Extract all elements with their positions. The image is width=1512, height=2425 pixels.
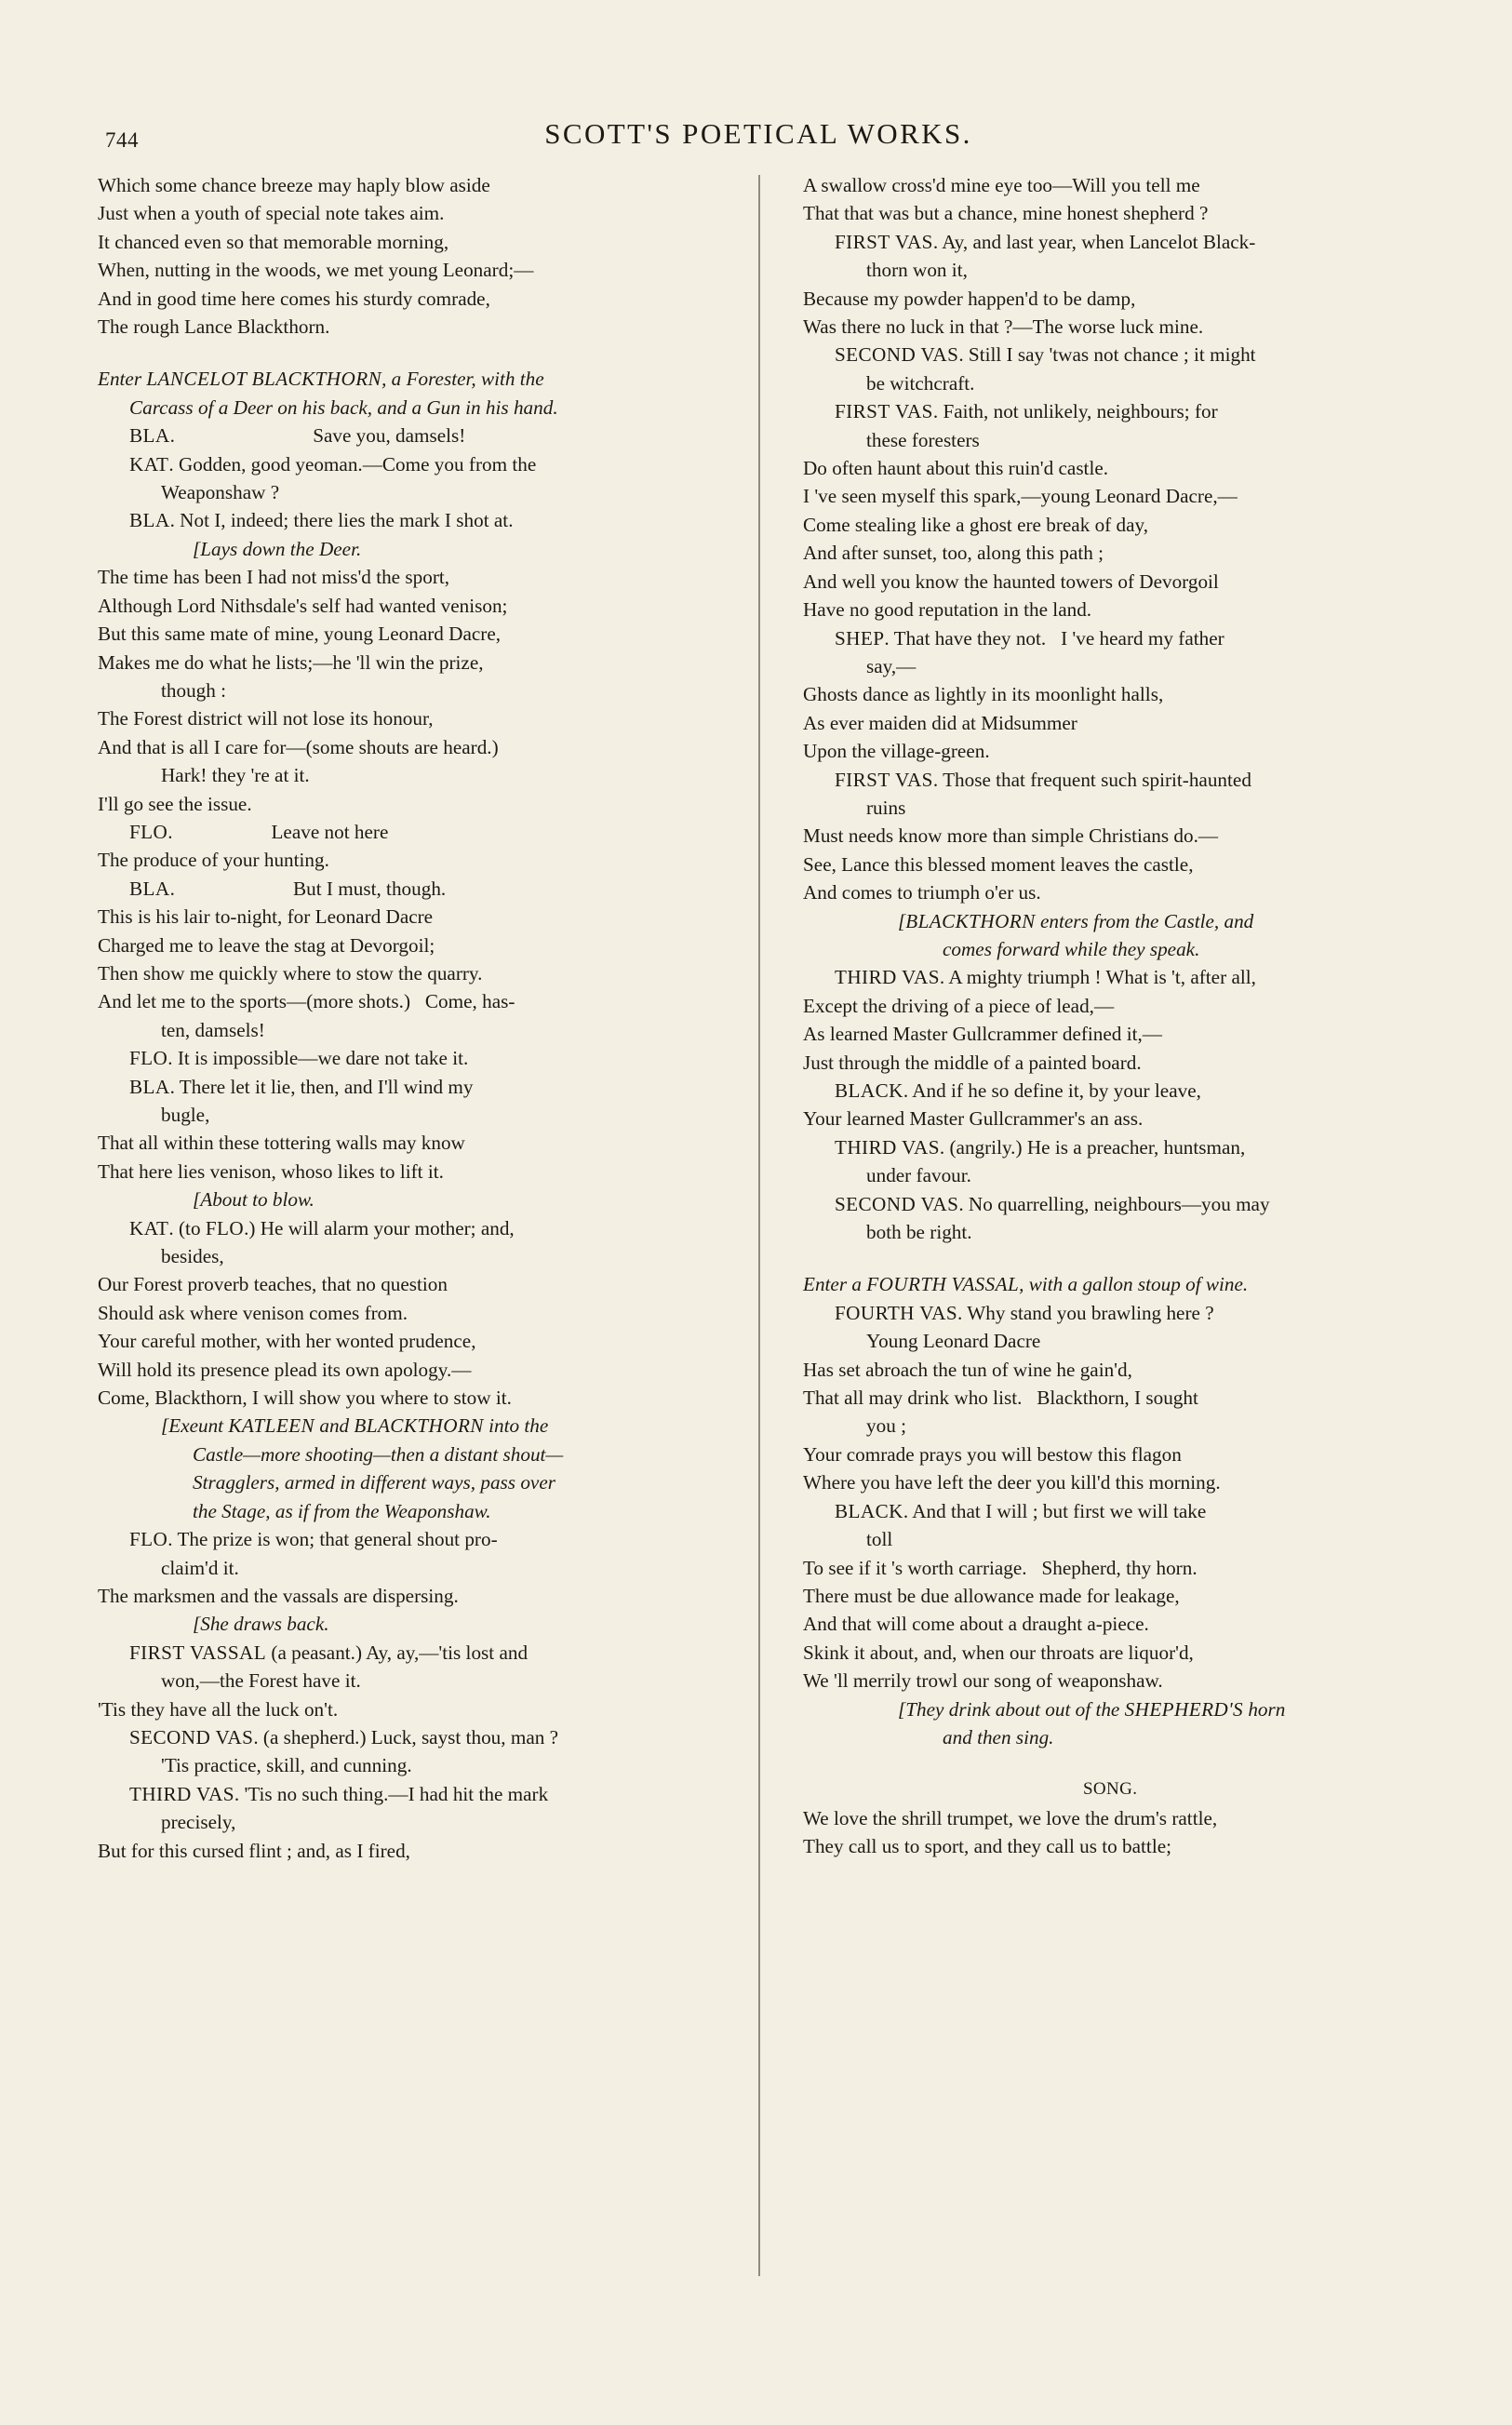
text-line: FIRST VAS. Faith, not unlikely, neighbours; for	[835, 400, 1218, 423]
text-line: besides,	[161, 1245, 224, 1268]
text-line: The time has been I had not miss'd the sport,	[98, 566, 450, 589]
text-line: you ;	[866, 1414, 906, 1438]
text-line: That all within these tottering walls may know	[98, 1132, 465, 1155]
text-line: BLACK. And if he so define it, by your leave,	[835, 1079, 1201, 1102]
text-line: Where you have left the deer you kill'd this morning.	[803, 1471, 1221, 1494]
text-line: We love the shrill trumpet, we love the drum's rattle,	[803, 1806, 1218, 1829]
text-line: As learned Master Gullcrammer defined it,—	[803, 1023, 1162, 1046]
text-line: But this same mate of mine, young Leonard Dacre,	[98, 623, 502, 646]
character-name: BLA	[129, 509, 170, 532]
character-name: THIRD	[129, 1782, 192, 1805]
text-line: BLA. Save you, damsels!	[129, 424, 466, 448]
stage-direction-line: [Exeunt KATLEEN and BLACKTHORN into the	[161, 1414, 549, 1438]
text-line: To see if it 's worth carriage. Shepherd, thy horn.	[803, 1556, 1198, 1579]
stage-direction-line: Enter LANCELOT BLACKTHORN, a Forester, with the	[98, 368, 544, 391]
character-name: BLACKTHORN	[905, 909, 1036, 932]
text-line: The Forest district will not lose its honour,	[98, 707, 434, 730]
text-line: BLA. Not I, indeed; there lies the mark I shot at.	[129, 509, 514, 532]
text-line: Although Lord Nithsdale's self had wanted venison;	[98, 594, 508, 617]
text-line: I'll go see the issue.	[98, 792, 252, 815]
character-name: VAS	[215, 1725, 254, 1748]
text-line: But for this cursed flint ; and, as I fired,	[98, 1839, 410, 1862]
text-line: See, Lance this blessed moment leaves the castle,	[803, 852, 1194, 876]
text-line: Was there no luck in that ?—The worse luck mine.	[803, 315, 1204, 339]
text-line: say,—	[866, 654, 917, 677]
text-line: Has set abroach the tun of wine he gain'd,	[803, 1358, 1132, 1381]
character-name: SECOND	[835, 1192, 917, 1215]
character-name: VAS	[895, 400, 933, 423]
text-line: Should ask where venison comes from.	[98, 1301, 408, 1324]
stage-direction-line: [BLACKTHORN enters from the Castle, and	[898, 909, 1254, 932]
song-heading: SONG.	[1082, 1779, 1140, 1800]
text-line: Have no good reputation in the land.	[803, 598, 1092, 622]
character-name: VASSAL	[951, 1273, 1020, 1296]
page-header	[98, 112, 1419, 166]
text-line: And well you know the haunted towers of Devorgoil	[803, 569, 1219, 593]
text-line: Come stealing like a ghost ere break of day,	[803, 513, 1149, 536]
character-name: FIRST	[129, 1641, 185, 1664]
text-line: be witchcraft.	[866, 371, 975, 395]
text-line: We 'll merrily trowl our song of weaponshaw.	[803, 1669, 1163, 1693]
character-name: THIRD	[835, 966, 897, 989]
text-line: SECOND VAS. No quarrelling, neighbours—you may	[835, 1192, 1270, 1215]
text-line: thorn won it,	[866, 259, 968, 282]
stage-direction-line: Stragglers, armed in different ways, pass over	[193, 1471, 555, 1494]
character-name: VAS	[895, 230, 933, 253]
text-line: And comes to triumph o'er us.	[803, 881, 1041, 904]
text-line: And that will come about a draught a-piece.	[803, 1613, 1149, 1636]
text-line: Come, Blackthorn, I will show you where to stow it.	[98, 1387, 512, 1410]
text-line: I 've seen myself this spark,—young Leonard Dacre,—	[803, 485, 1238, 508]
text-line: 'Tis they have all the luck on't.	[98, 1697, 339, 1721]
text-line: And let me to the sports—(more shots.) Come, has-	[98, 990, 515, 1013]
right-text-column	[803, 171, 1419, 1861]
text-line: Then show me quickly where to stow the quarry.	[98, 961, 483, 985]
character-name: VASSAL	[190, 1641, 267, 1664]
text-line: ruins	[866, 796, 906, 819]
text-line: KAT. (to FLO.) He will alarm your mother; and,	[129, 1216, 515, 1239]
stanza-gap	[803, 1751, 1419, 1775]
character-name: BLA	[129, 424, 170, 448]
text-line: these foresters	[866, 428, 980, 451]
character-name: FOURTH	[866, 1273, 947, 1296]
text-line: Young Leonard Dacre	[866, 1330, 1041, 1353]
character-name: LANCELOT	[146, 368, 248, 391]
character-name: BLACK	[835, 1079, 903, 1102]
character-name: BLACKTHORN	[354, 1414, 484, 1438]
text-line: Charged me to leave the stag at Devorgoil;	[98, 933, 435, 957]
text-line: Your careful mother, with her wonted prudence,	[98, 1330, 476, 1353]
character-name: KATLEEN	[228, 1414, 315, 1438]
stage-direction-line: comes forward while they speak.	[943, 937, 1200, 960]
text-line: That that was but a chance, mine honest shepherd ?	[803, 202, 1209, 225]
text-line: A swallow cross'd mine eye too—Will you tell me	[803, 174, 1200, 196]
text-line: won,—the Forest have it.	[161, 1669, 361, 1693]
text-line: Weaponshaw ?	[161, 481, 280, 504]
text-line: The marksmen and the vassals are dispersing.	[98, 1584, 459, 1607]
text-line: bugle,	[161, 1104, 210, 1126]
text-line: That all may drink who list. Blackthorn, I sought	[803, 1387, 1198, 1410]
text-line: 'Tis practice, skill, and cunning.	[161, 1754, 412, 1777]
text-line: FLO. Leave not here	[129, 820, 389, 843]
text-line: though :	[161, 678, 227, 702]
text-line: SHEP. That have they not. I 've heard my father	[835, 626, 1224, 650]
column-divider-rule	[758, 175, 760, 2276]
text-line: Makes me do what he lists;—he 'll win the prize,	[98, 650, 484, 674]
stage-direction-line: Enter a FOURTH VASSAL, with a gallon stoup of wine.	[803, 1273, 1249, 1296]
text-line: Just when a youth of special note takes aim.	[98, 202, 445, 225]
text-line: Ghosts dance as lightly in its moonlight halls,	[803, 683, 1164, 706]
character-name: VAS	[902, 1135, 940, 1159]
stanza-gap	[803, 1246, 1419, 1270]
character-name: FOURTH	[835, 1301, 915, 1324]
text-line: The rough Lance Blackthorn.	[98, 315, 330, 339]
text-line: It chanced even so that memorable morning,	[98, 230, 449, 253]
text-line: Will hold its presence plead its own apology.—	[98, 1358, 472, 1381]
character-name: FIRST	[835, 230, 890, 253]
stage-direction-line: Carcass of a Deer on his back, and a Gun in his hand.	[129, 395, 558, 419]
text-line: BLA. There let it lie, then, and I'll wind my	[129, 1075, 474, 1098]
text-line: As ever maiden did at Midsummer	[803, 711, 1077, 734]
text-line: BLACK. And that I will ; but first we will take	[835, 1499, 1207, 1522]
text-line: Our Forest proverb teaches, that no question	[98, 1273, 448, 1296]
text-line: FLO. It is impossible—we dare not take it.	[129, 1047, 469, 1070]
text-line: precisely,	[161, 1811, 236, 1834]
text-line: THIRD VAS. (angrily.) He is a preacher, huntsman,	[835, 1135, 1246, 1159]
character-name: THIRD	[835, 1135, 897, 1159]
text-line: FOURTH VAS. Why stand you brawling here ?	[835, 1301, 1214, 1324]
stage-direction-line: and then sing.	[943, 1725, 1054, 1748]
text-line: THIRD VAS. A mighty triumph ! What is 't, after all,	[835, 966, 1256, 989]
text-line: Just through the middle of a painted board.	[803, 1051, 1142, 1074]
character-name: VAS	[919, 1301, 958, 1324]
character-name: BLACK	[835, 1499, 903, 1522]
text-line: FIRST VAS. Ay, and last year, when Lancelot Black-	[835, 230, 1256, 253]
character-name: BLA	[129, 877, 170, 900]
text-line: There must be due allowance made for leakage,	[803, 1584, 1180, 1607]
text-line: BLA. But I must, though.	[129, 877, 447, 900]
character-name: FIRST	[835, 768, 890, 791]
text-line: Must needs know more than simple Christians do.—	[803, 824, 1219, 848]
character-name: SONG	[1082, 1779, 1133, 1800]
text-line: Hark! they 're at it.	[161, 764, 310, 787]
text-line: Which some chance breeze may haply blow aside	[98, 174, 490, 196]
stage-direction-line: [About to blow.	[193, 1188, 314, 1212]
text-line: And after sunset, too, along this path ;	[803, 542, 1104, 565]
text-line: That here lies venison, whoso likes to lift it.	[98, 1159, 444, 1183]
text-line: claim'd it.	[161, 1556, 239, 1579]
character-name: FLO	[129, 1047, 168, 1070]
character-name: FLO	[129, 820, 168, 843]
text-line: FLO. The prize is won; that general shout pro-	[129, 1528, 498, 1551]
text-line: This is his lair to-night, for Leonard Dacre	[98, 905, 434, 929]
stage-direction-line: [They drink about out of the SHEPHERD'S horn	[898, 1697, 1286, 1721]
character-name: SECOND	[835, 343, 917, 367]
text-line: Because my powder happen'd to be damp,	[803, 287, 1136, 310]
text-line: When, nutting in the woods, we met young Leonard;—	[98, 259, 534, 282]
text-columns	[98, 171, 1419, 2302]
text-line: both be right.	[866, 1221, 972, 1244]
text-line: THIRD VAS. 'Tis no such thing.—I had hit the mark	[129, 1782, 549, 1805]
stage-direction-line: the Stage, as if from the Weaponshaw.	[193, 1499, 491, 1522]
character-name: KAT	[129, 1216, 169, 1239]
text-line: And in good time here comes his sturdy comrade,	[98, 287, 490, 310]
character-name: SECOND	[129, 1725, 211, 1748]
character-name: SHEP	[835, 626, 885, 650]
stage-direction-line: [Lays down the Deer.	[193, 537, 362, 560]
text-line: Except the driving of a piece of lead,—	[803, 994, 1115, 1017]
page-number: 744	[105, 128, 139, 152]
stage-direction-line: Castle—more shooting—then a distant shout—	[193, 1442, 564, 1466]
text-line: And that is all I care for—(some shouts are heard.)	[98, 735, 499, 758]
character-name: VAS	[895, 768, 933, 791]
text-line: FIRST VASSAL (a peasant.) Ay, ay,—'tis lost and	[129, 1641, 529, 1664]
character-name: VAS	[920, 343, 959, 367]
text-line: They call us to sport, and they call us to battle;	[803, 1835, 1171, 1858]
text-line: ten, damsels!	[161, 1018, 265, 1041]
character-name: VAS	[920, 1192, 959, 1215]
text-line: FIRST VAS. Those that frequent such spirit-haunted	[835, 768, 1251, 791]
text-line: The produce of your hunting.	[98, 849, 329, 872]
left-text-column	[98, 171, 714, 1865]
text-line: toll	[866, 1528, 893, 1551]
text-line: Your comrade prays you will bestow this flagon	[803, 1442, 1182, 1466]
character-name: SHEPHERD'S	[1124, 1697, 1244, 1721]
text-line: Skink it about, and, when our throats are liquor'd,	[803, 1641, 1194, 1664]
character-name: VAS	[902, 966, 940, 989]
character-name: FLO	[205, 1216, 245, 1239]
page-body	[98, 112, 1419, 2326]
character-name: VAS	[196, 1782, 234, 1805]
stage-direction-line: [She draws back.	[193, 1613, 329, 1636]
running-title: SCOTT'S POETICAL WORKS.	[544, 117, 972, 150]
character-name: KAT	[129, 452, 169, 476]
text-line: Upon the village-green.	[803, 740, 990, 763]
character-name: BLACKTHORN	[251, 368, 382, 391]
character-name: BLA	[129, 1075, 170, 1098]
character-name: FIRST	[835, 400, 890, 423]
character-name: FLO	[129, 1528, 168, 1551]
text-line: SECOND VAS. Still I say 'twas not chance ; it might	[835, 343, 1256, 367]
stanza-gap	[98, 341, 714, 365]
text-line: Your learned Master Gullcrammer's an ass.	[803, 1107, 1144, 1131]
text-line: under favour.	[866, 1164, 971, 1187]
text-line: Do often haunt about this ruin'd castle.	[803, 457, 1109, 480]
text-line: SECOND VAS. (a shepherd.) Luck, sayst thou, man ?	[129, 1725, 559, 1748]
text-line: KAT. Godden, good yeoman.—Come you from the	[129, 452, 537, 476]
